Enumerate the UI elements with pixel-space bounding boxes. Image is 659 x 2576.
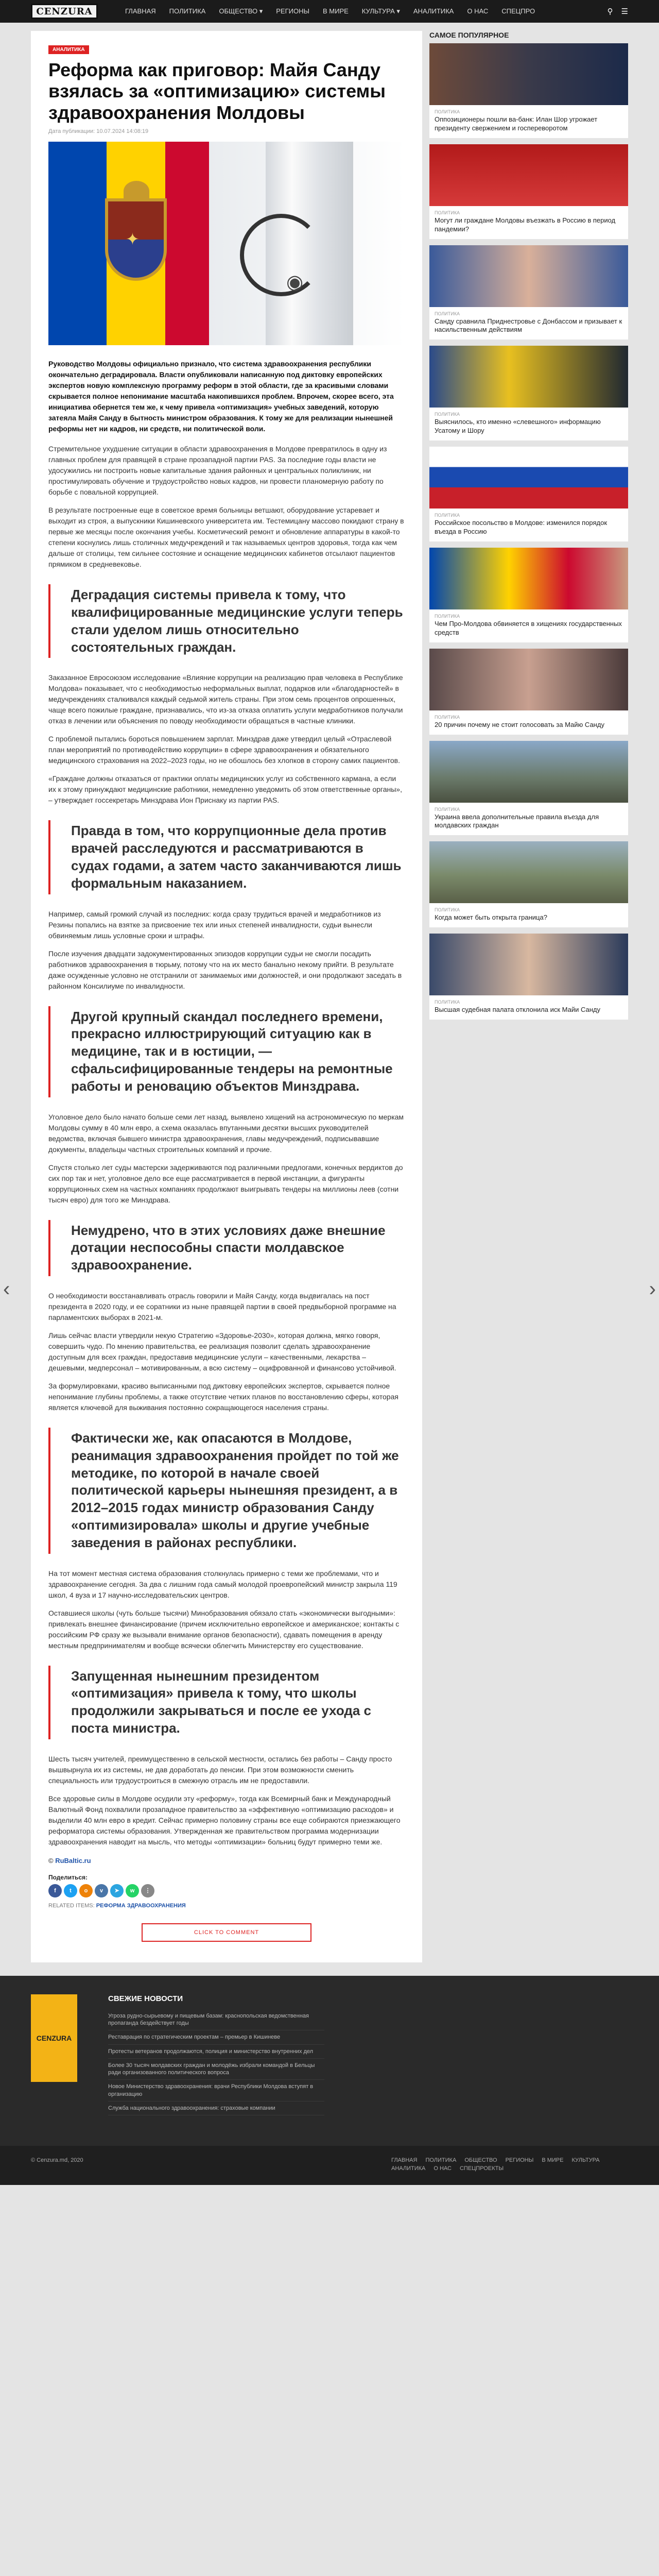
popular-category: ПОЛИТИКА xyxy=(435,999,460,1005)
popular-category: ПОЛИТИКА xyxy=(435,613,460,619)
article-meta: Дата публикации: 10.07.2024 14:08:19 xyxy=(48,128,149,135)
menu-icon[interactable]: ☰ xyxy=(621,7,628,16)
source-line xyxy=(48,1857,405,1865)
popular-title[interactable]: Чем Про-Молдова обвиняется в хищениях государственных средств xyxy=(435,619,622,636)
copyright-bar xyxy=(0,2146,659,2185)
popular-title[interactable]: Украина ввела дополнительные правила въезда для молдавских граждан xyxy=(435,812,599,829)
popular-thumb[interactable] xyxy=(429,741,628,803)
footer-nav-item[interactable]: ОБЩЕСТВО xyxy=(464,2157,497,2163)
popular-thumb[interactable] xyxy=(429,144,628,206)
paragraph: Лишь сейчас власти утвердили некую Стратегию «Здоровье-2030», которая должна, мягко говоря, совершить чудо. По мнению правительства, ее реализация позволит сделать здравоохранение доступным для всех граждан, предоставив медицинские услуги – качественными, лекарства – дешевыми, медперсонал – мотивированным, а всю систему – оцифрованной и финансово устойчивой. xyxy=(48,1331,396,1372)
popular-item[interactable] xyxy=(429,447,628,541)
paragraph: С проблемой пытались бороться повышением зарплат. Минздрав даже утвердил целый «Отраслевой план мероприятий по противодействию коррупции» в сфере здравоохранения и обязательного медицинского страхования на 2022–2023 годы, но не обошлось без хлопков в сторону самих пациентов. xyxy=(48,735,401,765)
pull-quote: Другой крупный скандал последнего времени, прекрасно иллюстрирующий ситуацию как в медицине, так и в юстиции, — сфальсифицированные тендеры на ремонтные работы и реновацию объектов Минздрава. xyxy=(48,1006,405,1097)
tag-link[interactable]: РЕФОРМА ЗДРАВООХРАНЕНИЯ xyxy=(96,1902,186,1909)
footer-nav-item[interactable]: ПОЛИТИКА xyxy=(425,2157,457,2163)
popular-thumb[interactable] xyxy=(429,649,628,710)
search-icon[interactable]: ⚲ xyxy=(607,7,613,16)
popular-title[interactable]: Когда может быть открыта граница? xyxy=(435,913,547,922)
article-title: Реформа как приговор: Майя Санду взялась за «оптимизацию» системы здравоохранения Молдовы xyxy=(48,59,386,123)
popular-category: ПОЛИТИКА xyxy=(435,714,460,720)
paragraph: Стремительное ухудшение ситуации в области здравоохранения в Молдове превратилось в одну из главных проблем для правящей в стране прозападной партии PAS. За последние годы власти не удосужились ни построить новые капитальные здания районных и центральных поликлиник, ни простимулировать обучение и трудоустройство новых кадров, ни провести планомерную работу по борьбе с повальной коррупцией. xyxy=(48,445,387,497)
footer xyxy=(0,1976,659,2146)
popular-item[interactable] xyxy=(429,841,628,927)
nav-society[interactable]: ОБЩЕСТВО ▾ xyxy=(219,7,263,15)
popular-item[interactable] xyxy=(429,548,628,642)
twitter-icon[interactable]: t xyxy=(64,1884,77,1897)
stethoscope-icon xyxy=(240,214,322,296)
fresh-news-title: СВЕЖИЕ НОВОСТИ xyxy=(108,1994,183,2003)
footer-nav-item[interactable]: СПЕЦПРОЕКТЫ xyxy=(459,2165,504,2172)
nav-home[interactable]: ГЛАВНАЯ xyxy=(125,7,156,15)
nav-analytics[interactable]: АНАЛИТИКА xyxy=(413,7,454,15)
paragraph: Оставшиеся школы (чуть больше тысячи) Минобразования обязало стать «экономически выгодными»: привлекать внешнее финансирование (причем исключительно европейское и американское; контакты с российским РФ сразу же вызывали внимание органов безопасности), сдавать помещения в аренду местным предпринимателям и вообще всячески облегчить Министерству его существование. xyxy=(48,1608,400,1650)
paragraph: О необходимости восстанавливать отрасль говорили и Майя Санду, когда выдвигалась на пост президента в 2020 году, и ее соратники из ныне правящей партии в своей предвыборной программе на парламентских выборах в 2021-м. xyxy=(48,1291,396,1321)
footer-nav-item[interactable]: О НАС xyxy=(433,2165,452,2172)
fresh-news-item[interactable]: Реставрация по стратегическим проектам – премьер в Кишиневе xyxy=(108,2030,324,2044)
prev-arrow-icon[interactable]: ‹ xyxy=(3,1278,10,1300)
paragraph: Уголовное дело было начато больше семи лет назад, выявлено хищений на астрономическую по меркам Молдовы сумму в 40 млн евро, а схема оказалась впутанными десятки высших руководителей ведомства, включая бывшего министра здравоохранения, главы медучреждений, подписывавшие документы, владельцы частных строительных компаний и прочие. xyxy=(48,1112,404,1154)
share-buttons xyxy=(48,1884,405,1897)
pull-quote: Правда в том, что коррупционные дела против врачей расследуются и рассматриваются в судах годами, а затем часто заканчиваются лишь формальным наказанием. xyxy=(48,820,405,894)
copyright-symbol: © xyxy=(48,1856,54,1865)
sidebar xyxy=(429,31,628,1962)
popular-title[interactable]: Могут ли граждане Молдовы въезжать в Россию в период пандемии? xyxy=(435,216,616,233)
popular-item[interactable] xyxy=(429,934,628,1020)
paragraph: За формулировками, красиво выписанными под диктовку европейских экспертов, скрывается полное непонимание глубины проблемы, а также отсутствие четких планов по восстановлению сферы, которая является ключевой для выживания постоянно сокращающегося населения страны. xyxy=(48,1381,398,1412)
pull-quote: Немудрено, что в этих условиях даже внешние дотации неспособны спасти молдавское здравоохранение. xyxy=(48,1220,405,1276)
whatsapp-icon[interactable]: w xyxy=(126,1884,139,1897)
popular-item[interactable] xyxy=(429,245,628,340)
nav-special[interactable]: СПЕЦПРО xyxy=(501,7,535,15)
popular-category: ПОЛИТИКА xyxy=(435,210,460,215)
tags-label: RELATED ITEMS: xyxy=(48,1902,95,1909)
vk-icon[interactable]: v xyxy=(95,1884,108,1897)
paragraph: Все здоровые силы в Молдове осудили эту «реформу», тогда как Всемирный банк и Международный Валютный Фонд похвалили прозападное правительство за «эффективную «оптимизацию расходов» и выделили 40 млн евро в кредит. Сейчас примерно половину страны все еще собираются приезжающего реформатора системы образования. Утвержденная же правительством программа модернизации здравоохранения наводит на мысль, что методы «оптимизации» больниц будут примерно теми же. xyxy=(48,1794,401,1846)
popular-thumb[interactable] xyxy=(429,447,628,509)
fresh-news-item[interactable]: Угроза рудно-сырьевому и пищевым базам: краснопольская ведомственная пропаганда бездействует годы xyxy=(108,2009,324,2031)
top-bar xyxy=(0,0,659,23)
nav-regions[interactable]: РЕГИОНЫ xyxy=(276,7,309,15)
source-link[interactable]: RuBaltic.ru xyxy=(55,1856,91,1865)
popular-thumb[interactable] xyxy=(429,841,628,903)
article xyxy=(31,31,422,1962)
category-badge[interactable]: АНАЛИТИКА xyxy=(48,45,89,54)
paragraph: Спустя столько лет суды мастерски задерживаются под различными предлогами, конечных вердиктов до сих пор так и нет, уголовное дело все еще рассматривается в первой инстанции, а фигуранты коррупционных схем на частных компаниях продолжают выигрывать тендеры на миллионы леев (сотни тысяч евро) для того же Минздрава. xyxy=(48,1163,403,1204)
nav-politics[interactable]: ПОЛИТИКА xyxy=(169,7,206,15)
footer-nav xyxy=(391,2157,628,2172)
popular-thumb[interactable] xyxy=(429,43,628,105)
fresh-news xyxy=(108,1994,324,2116)
article-intro: Руководство Молдовы официально признало, что система здравоохранения республики окончательно деградировала. Власти опубликовали написанную под диктовку европейских экспертов новую комплексную программу реформ в этой области, где за красивыми словами скрывается полное непонимание масштаба накопившихся проблем. Впрочем, скорее всего, эта инициатива обернется тем же, к чему привела «оптимизация» учебных заведений, которую затеяла Майя Санду в бытность министром образования. К тому же для реализации нынешней реформы нет ни кадров, ни средств, ни политической воли. xyxy=(48,360,394,433)
doctor-figure xyxy=(209,142,405,345)
popular-category: ПОЛИТИКА xyxy=(435,806,460,812)
popular-thumb[interactable] xyxy=(429,245,628,307)
telegram-icon[interactable]: ➤ xyxy=(110,1884,124,1897)
share-icon[interactable]: ⋮ xyxy=(141,1884,154,1897)
fresh-news-item[interactable]: Новое Министерство здравоохранения: врачи Республики Молдова вступят в организацию xyxy=(108,2080,324,2102)
facebook-icon[interactable]: f xyxy=(48,1884,62,1897)
popular-category: ПОЛИТИКА xyxy=(435,907,460,913)
popular-title[interactable]: Высшая судебная палата отклонила иск Майи Санду xyxy=(435,1006,601,1014)
footer-nav-item[interactable]: РЕГИОНЫ xyxy=(505,2157,534,2163)
odnoklassniki-icon[interactable]: o xyxy=(79,1884,93,1897)
popular-title[interactable]: 20 причин почему не стоит голосовать за Майю Санду xyxy=(435,720,604,728)
popular-category: ПОЛИТИКА xyxy=(435,311,460,316)
paragraph: Шесть тысяч учителей, преимущественно в сельской местности, остались без работы – Санду просто вышвырнула их из системы, не дав доработать до пенсии. При этом возможности сменить специальность или трудоустроиться в смежную отрасль им не предоставили. xyxy=(48,1754,392,1785)
popular-thumb[interactable] xyxy=(429,548,628,609)
share-label: Поделиться: xyxy=(48,1873,88,1881)
comment-button[interactable]: CLICK TO COMMENT xyxy=(142,1923,311,1942)
paragraph: После изучения двадцати задокументированных эпизодов коррупции судьи не смогли посадить работников здравоохранения в тюрьму, потому что на их место банально некому прийти. В результате даже осужденные условно не отстранили от занимаемых ими должностей, и они продолжают заседать в районном Консилиуме по инвалидности. xyxy=(48,949,402,990)
next-arrow-icon[interactable]: › xyxy=(649,1278,656,1300)
sidebar-title: САМОЕ ПОПУЛЯРНОЕ xyxy=(429,31,509,39)
main-nav xyxy=(118,7,608,15)
popular-title[interactable]: Оппозиционеры пошли ва-банк: Илан Шор угрожает президенту свержением и госпереворотом xyxy=(435,115,598,132)
pull-quote: Запущенная нынешним президентом «оптимизация» привела к тому, что школы продолжили закрываться и после ее ухода с поста министра. xyxy=(48,1666,405,1739)
pull-quote: Деградация системы привела к тому, что квалифицированные медицинские услуги теперь стали уделом лишь относительно состоятельных граждан. xyxy=(48,584,405,658)
related-tags xyxy=(48,1903,405,1909)
eagle-icon: ✦ xyxy=(126,230,140,249)
popular-category: ПОЛИТИКА xyxy=(435,109,460,114)
paragraph: На тот момент местная система образования столкнулась примерно с теми же проблемами, что и здравоохранение сегодня. За два с лишним года самый молодой проевропейский министр закрыла 119 школ, 4 вуза и 17 научно-исследовательских центров. xyxy=(48,1569,397,1599)
footer-nav-item[interactable]: КУЛЬТУРА xyxy=(571,2157,600,2163)
popular-thumb[interactable] xyxy=(429,934,628,995)
footer-nav-item[interactable]: ГЛАВНАЯ xyxy=(391,2157,418,2163)
pull-quote: Фактически же, как опасаются в Молдове, реанимация здравоохранения пройдет по той же методике, по которой в начале своей политической карьеры нынешняя президент, а в 2012–2015 годах министр образования Санду «оптимизировала» школы и другие учебные заведения в районах республики. xyxy=(48,1428,405,1554)
copyright-text: © Cenzura.md, 2020 xyxy=(31,2157,83,2163)
popular-title[interactable]: Российское посольство в Молдове: изменился порядок въезда в Россию xyxy=(435,519,608,536)
paragraph: Заказанное Евросоюзом исследование «Влияние коррупции на реализацию прав человека в Республике Молдова» показывает, что с необходимостью неформальных выплат, подарков или «благодарностей» в медучреждениях сталкивался каждый седьмой житель страны. При этом семь процентов опрошенных, чаще всего пожилые граждане, признавались, что из-за отказа оплатить услуги медработников получали отказ в лечении или объяснения по поводу необходимости обращаться в частные клиники. xyxy=(48,673,403,725)
fresh-news-item[interactable]: Служба национального здравоохранения: страховые компании xyxy=(108,2102,324,2115)
popular-item[interactable] xyxy=(429,649,628,735)
popular-category: ПОЛИТИКА xyxy=(435,412,460,417)
fresh-news-item[interactable]: Протесты ветеранов продолжаются, полиция и министерство внутренних дел xyxy=(108,2045,324,2059)
fresh-news-item[interactable]: Более 30 тысяч молдавских граждан и молодёжь избрали командой в Бельцы ради организованного политического вопроса xyxy=(108,2059,324,2080)
footer-nav-item[interactable]: В МИРЕ xyxy=(542,2157,564,2163)
nav-about[interactable]: О НАС xyxy=(467,7,489,15)
nav-culture[interactable]: КУЛЬТУРА ▾ xyxy=(361,7,400,15)
popular-title[interactable]: Санду сравнила Приднестровье с Донбассом и призывает к насильственным действиям xyxy=(435,317,622,334)
paragraph: В результате построенные еще в советское время больницы ветшают, оборудование устаревает и выходит из строя, а выпускники Кишиневского университета им. Тестемицану массово покидают страну в первые же месяцы после окончания учебы. Косметический ремонт и обновление аппаратуры в какой-то степени коснулись лишь столичных медучреждений и так называемых центров здоровья, тогда как чем дальше от столицы, тем сильнее состояние и оснащение медицинских кабинетов отсылают пациентов прямиком в средневековье. xyxy=(48,506,404,569)
footer-logo[interactable]: CENZURA xyxy=(31,1994,77,2082)
site-logo[interactable]: CENZURA xyxy=(31,4,98,19)
popular-item[interactable] xyxy=(429,741,628,836)
paragraph: Например, самый громкий случай из последних: когда сразу трудиться врачей и медработников из Резины попались на взятке за присвоение тех или иных степеней инвалидности, судьи вынесли обвиняемым лишь условные сроки и штрафы. xyxy=(48,909,381,940)
hero-image xyxy=(48,142,405,345)
popular-title[interactable]: Выяснилось, кто именно «слевешного» информацию Усатому и Шору xyxy=(435,418,601,435)
popular-item[interactable] xyxy=(429,346,628,440)
paragraph: «Граждане должны отказаться от практики оплаты медицинских услуг из собственного кармана, а если их к этому принуждают медицинские работники, немедленно уведомить об этом ответственные органы», – утверждает госсекретарь Минздрава Ион Приснаку из партии PAS. xyxy=(48,774,402,805)
footer-nav-item[interactable]: АНАЛИТИКА xyxy=(391,2165,426,2172)
popular-category: ПОЛИТИКА xyxy=(435,513,460,518)
popular-item[interactable] xyxy=(429,144,628,239)
stethoscope-head-icon: ◉ xyxy=(286,272,304,294)
popular-item[interactable] xyxy=(429,43,628,138)
popular-thumb[interactable] xyxy=(429,346,628,408)
nav-world[interactable]: В МИРЕ xyxy=(322,7,349,15)
